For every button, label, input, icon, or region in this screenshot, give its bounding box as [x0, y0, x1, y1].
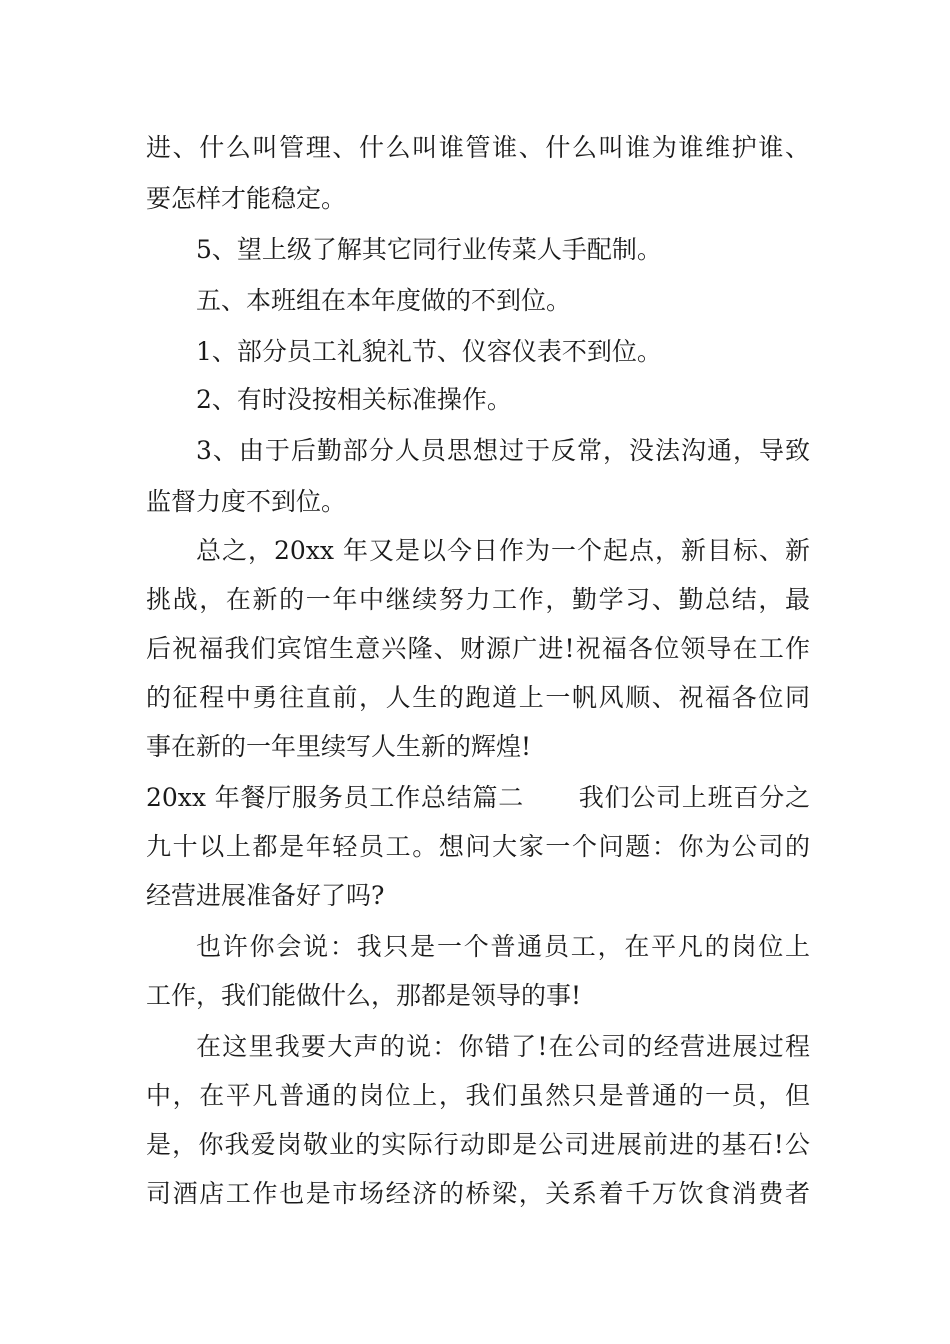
- text-line: 的征程中勇往直前，人生的跑道上一帆风顺、祝福各位同: [146, 683, 810, 712]
- text-line: 监督力度不到位。: [146, 487, 347, 516]
- text-line: 后祝福我们宾馆生意兴隆、财源广进!祝福各位领导在工作: [146, 634, 810, 663]
- text-line: 也许你会说：我只是一个普通员工，在平凡的岗位上: [196, 932, 810, 961]
- text-line: 司酒店工作也是市场经济的桥梁，关系着千万饮食消费者: [146, 1179, 810, 1208]
- article-heading-line: [146, 781, 810, 815]
- text-line: 经营进展准备好了吗?: [146, 881, 385, 910]
- text-line: 挑战，在新的一年中继续努力工作，勤学习、勤总结，最: [146, 585, 810, 614]
- text-line: 总之，20xx 年又是以今日作为一个起点，新目标、新: [196, 536, 810, 565]
- text-line: 中，在平凡普通的岗位上，我们虽然只是普通的一员，但: [146, 1081, 810, 1110]
- list-item: 1、部分员工礼貌礼节、仪容仪表不到位。: [196, 337, 662, 366]
- list-item: 5、望上级了解其它同行业传菜人手配制。: [196, 235, 662, 264]
- text-line: 在这里我要大声的说：你错了!在公司的经营进展过程: [196, 1032, 810, 1061]
- text-line: 是，你我爱岗敬业的实际行动即是公司进展前进的基石!公: [146, 1130, 810, 1159]
- list-item: 3、由于后勤部分人员思想过于反常，没法沟通，导致: [196, 436, 810, 465]
- text-line: 要怎样才能稳定。: [146, 184, 347, 213]
- article-heading: 20xx 年餐厅服务员工作总结篇二: [146, 783, 525, 812]
- text-line: 我们公司上班百分之: [578, 783, 810, 812]
- section-heading: 五、本班组在本年度做的不到位。: [196, 286, 572, 315]
- text-line: 事在新的一年里续写人生新的辉煌!: [146, 732, 532, 761]
- list-item: 2、有时没按相关标准操作。: [196, 385, 512, 414]
- text-line: 进、什么叫管理、什么叫谁管谁、什么叫谁为谁维护谁、: [146, 133, 810, 162]
- text-line: 工作，我们能做什么，那都是领导的事!: [146, 981, 582, 1010]
- text-line: 九十以上都是年轻员工。想问大家一个问题：你为公司的: [146, 832, 810, 861]
